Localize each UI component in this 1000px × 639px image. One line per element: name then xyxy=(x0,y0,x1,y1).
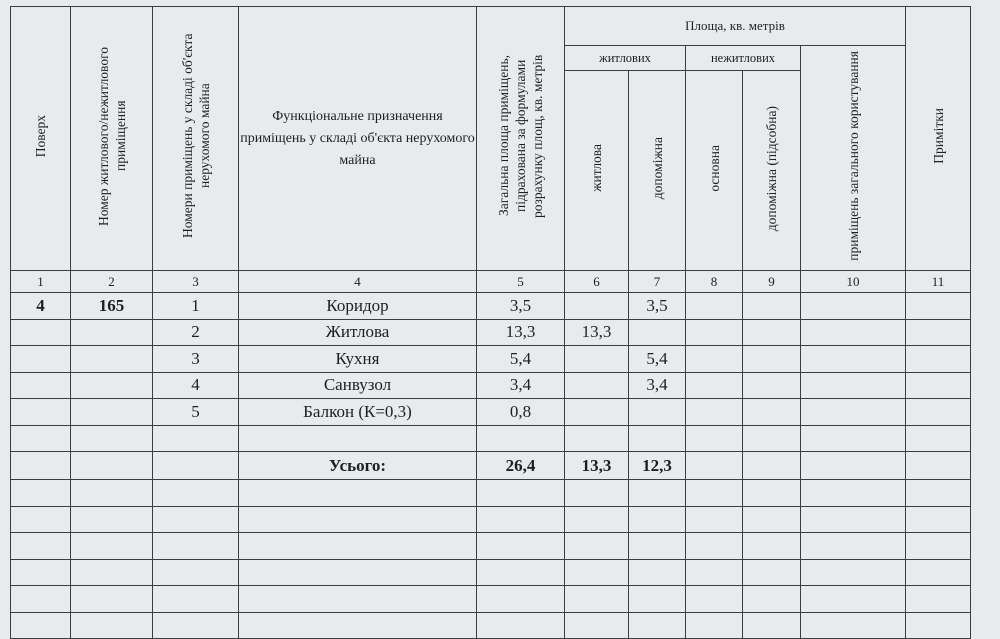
living-area-cell xyxy=(565,372,629,399)
table-row xyxy=(11,399,971,426)
header-common: приміщень загального користування xyxy=(801,46,906,271)
aux-area-cell: 5,4 xyxy=(629,346,686,373)
room-number-cell: 4 xyxy=(153,372,239,399)
total-area-cell: 3,4 xyxy=(477,372,565,399)
column-number: 7 xyxy=(629,271,686,293)
column-number-row xyxy=(11,271,971,293)
header-area-group: Площа, кв. метрів xyxy=(565,7,906,46)
header-floor: Поверх xyxy=(11,7,71,271)
header-auxiliary: допоміжна xyxy=(629,71,686,271)
column-number: 11 xyxy=(906,271,971,293)
table-row-empty xyxy=(11,586,971,613)
floor-cell xyxy=(11,319,71,346)
header-residential: житлових xyxy=(565,46,686,71)
column-number: 6 xyxy=(565,271,629,293)
room-number-cell: 2 xyxy=(153,319,239,346)
table-row-empty xyxy=(11,612,971,639)
table-row xyxy=(11,372,971,399)
table-row-empty xyxy=(11,506,971,533)
living-area-cell xyxy=(565,399,629,426)
header-unit-number: Номер житлового/нежитлового приміщення xyxy=(71,7,153,271)
total-area-cell: 5,4 xyxy=(477,346,565,373)
table-row xyxy=(11,293,971,320)
table-row-empty xyxy=(11,425,971,452)
room-name-cell: Житлова xyxy=(239,319,477,346)
header-function: Функціональне призначення приміщень у складі об'єкта нерухомого майна xyxy=(239,7,477,271)
header-room-numbers: Номери приміщень у складі об'єкта нерухомого майна xyxy=(153,7,239,271)
room-name-cell: Санвузол xyxy=(239,372,477,399)
column-number: 9 xyxy=(743,271,801,293)
unit-cell xyxy=(71,346,153,373)
column-number: 2 xyxy=(71,271,153,293)
header-living: житлова xyxy=(565,71,629,271)
totals-row xyxy=(11,452,971,480)
totals-total-area: 26,4 xyxy=(477,452,565,480)
unit-cell xyxy=(71,372,153,399)
totals-aux-area: 12,3 xyxy=(629,452,686,480)
table-row-empty xyxy=(11,533,971,560)
column-number: 3 xyxy=(153,271,239,293)
living-area-cell xyxy=(565,293,629,320)
floor-cell xyxy=(11,346,71,373)
aux-area-cell xyxy=(629,399,686,426)
header-notes: Примітки xyxy=(906,7,971,271)
room-number-cell: 3 xyxy=(153,346,239,373)
table-row xyxy=(11,346,971,373)
unit-cell xyxy=(71,399,153,426)
living-area-cell xyxy=(565,346,629,373)
unit-cell: 165 xyxy=(71,293,153,320)
room-name-cell: Кухня xyxy=(239,346,477,373)
floor-cell: 4 xyxy=(11,293,71,320)
living-area-cell: 13,3 xyxy=(565,319,629,346)
room-number-cell: 5 xyxy=(153,399,239,426)
header-nonresidential: нежитлових xyxy=(686,46,801,71)
totals-label: Усього: xyxy=(239,452,477,480)
column-number: 1 xyxy=(11,271,71,293)
table-row-empty xyxy=(11,480,971,507)
aux-area-cell: 3,4 xyxy=(629,372,686,399)
column-number: 10 xyxy=(801,271,906,293)
room-number-cell: 1 xyxy=(153,293,239,320)
column-number: 5 xyxy=(477,271,565,293)
unit-cell xyxy=(71,319,153,346)
floor-cell xyxy=(11,372,71,399)
total-area-cell: 0,8 xyxy=(477,399,565,426)
aux-area-cell: 3,5 xyxy=(629,293,686,320)
header-main: основна xyxy=(686,71,743,271)
room-name-cell: Балкон (К=0,3) xyxy=(239,399,477,426)
total-area-cell: 3,5 xyxy=(477,293,565,320)
total-area-cell: 13,3 xyxy=(477,319,565,346)
floor-cell xyxy=(11,399,71,426)
header-aux-utility: допоміжна (підсобна) xyxy=(743,71,801,271)
rooms-area-table xyxy=(10,6,971,639)
aux-area-cell xyxy=(629,319,686,346)
header-total-area: Загальна площа приміщень, підрахована за формулами розрахунку площ, кв. метрів xyxy=(477,7,565,271)
room-name-cell: Коридор xyxy=(239,293,477,320)
table-row xyxy=(11,319,971,346)
column-number: 8 xyxy=(686,271,743,293)
table-row-empty xyxy=(11,559,971,586)
column-number: 4 xyxy=(239,271,477,293)
totals-living-area: 13,3 xyxy=(565,452,629,480)
